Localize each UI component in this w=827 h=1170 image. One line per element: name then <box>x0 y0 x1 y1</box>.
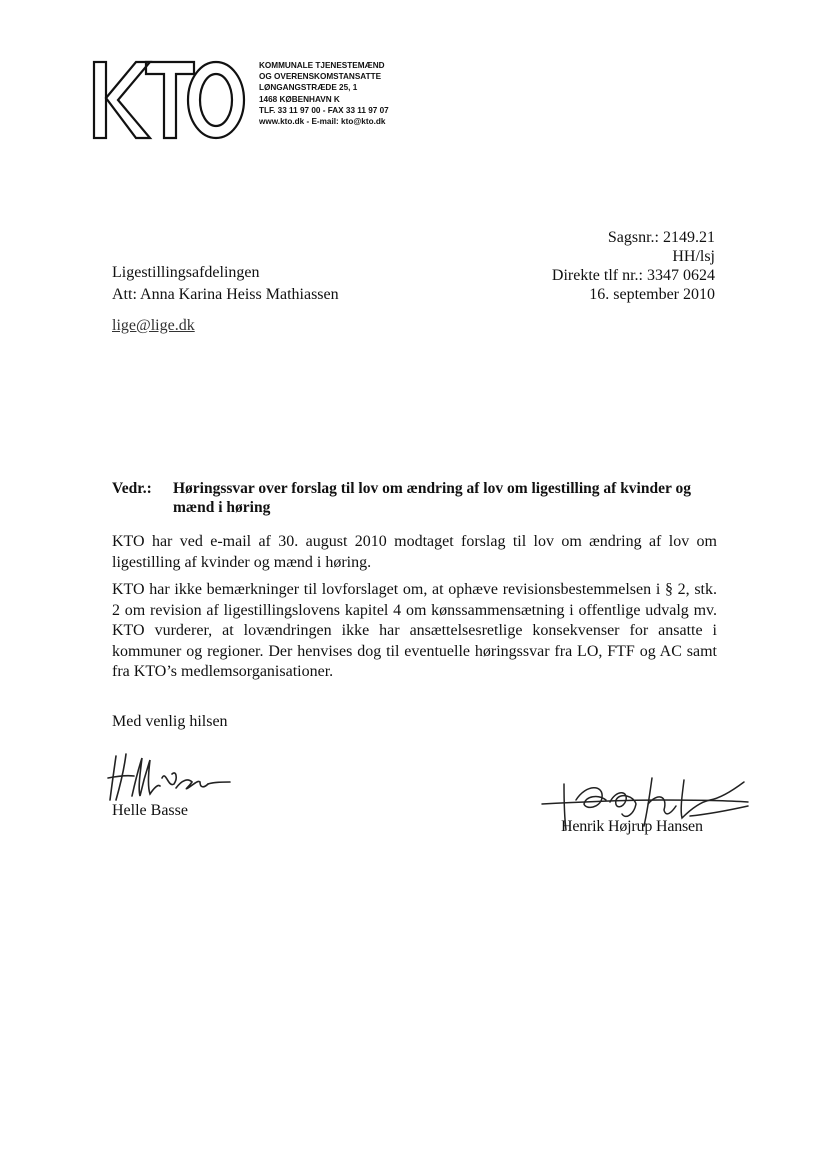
subject-line <box>112 479 722 517</box>
kto-logo <box>92 58 248 142</box>
org-name-line2: OG OVERENSKOMSTANSATTE <box>259 72 382 82</box>
recipient-block <box>112 262 339 306</box>
org-city: 1468 KØBENHAVN K <box>259 94 340 104</box>
org-web-email: www.kto.dk - E-mail: kto@kto.dk <box>259 117 386 127</box>
signer-name-1: Helle Basse <box>112 802 188 819</box>
body-paragraph-2: KTO har ikke bemærkninger til lovforslaget om, at ophæve revisionsbestemmelsen i § 2, stk. 2 om revision af ligestillingslovens kapitel 4 om kønssammensætning i offentlige udvalg mv. KTO vurderer, at lovændringen ikke har ansættelsesretlige konsekvenser for ansatte i kommuner og regioner. Der henvises dog til eventuelle høringssvar fra LO, FTF og AC samt fra KTO’s medlemsorganisationer. <box>112 581 717 680</box>
direct-phone: Direkte tlf nr.: 3347 0624 <box>551 267 715 284</box>
recipient-attention: Att: Anna Karina Heiss Mathiassen <box>112 286 339 303</box>
letter-date: 16. september 2010 <box>589 286 715 303</box>
org-street: LØNGANGSTRÆDE 25, 1 <box>259 83 358 93</box>
initials: HH/lsj <box>672 248 715 265</box>
body-paragraph-1: KTO har ved e-mail af 30. august 2010 modtaget forslag til lov om ændring af lov om ligestilling af kvinder og mænd i høring. <box>112 533 717 571</box>
case-number: Sagsnr.: 2149.21 <box>607 229 715 246</box>
org-name: KOMMUNALE TJENESTEMÆND <box>259 61 385 70</box>
signature-helle-basse <box>104 748 234 808</box>
recipient-department: Ligestillingsafdelingen <box>112 264 260 281</box>
subject-text: Høringssvar over forslag til lov om ændring af lov om ligestilling af kvinder og mænd i høring <box>173 480 691 516</box>
reference-block <box>552 228 715 304</box>
letterhead-address <box>259 60 389 127</box>
closing-greeting: Med venlig hilsen <box>112 713 228 730</box>
signer-name-2: Henrik Højrup Hansen <box>561 818 703 835</box>
recipient-email-link[interactable]: lige@lige.dk <box>112 317 195 334</box>
org-phone: TLF. 33 11 97 00 - FAX 33 11 97 07 <box>259 105 389 115</box>
subject-label: Vedr.: <box>112 480 152 497</box>
